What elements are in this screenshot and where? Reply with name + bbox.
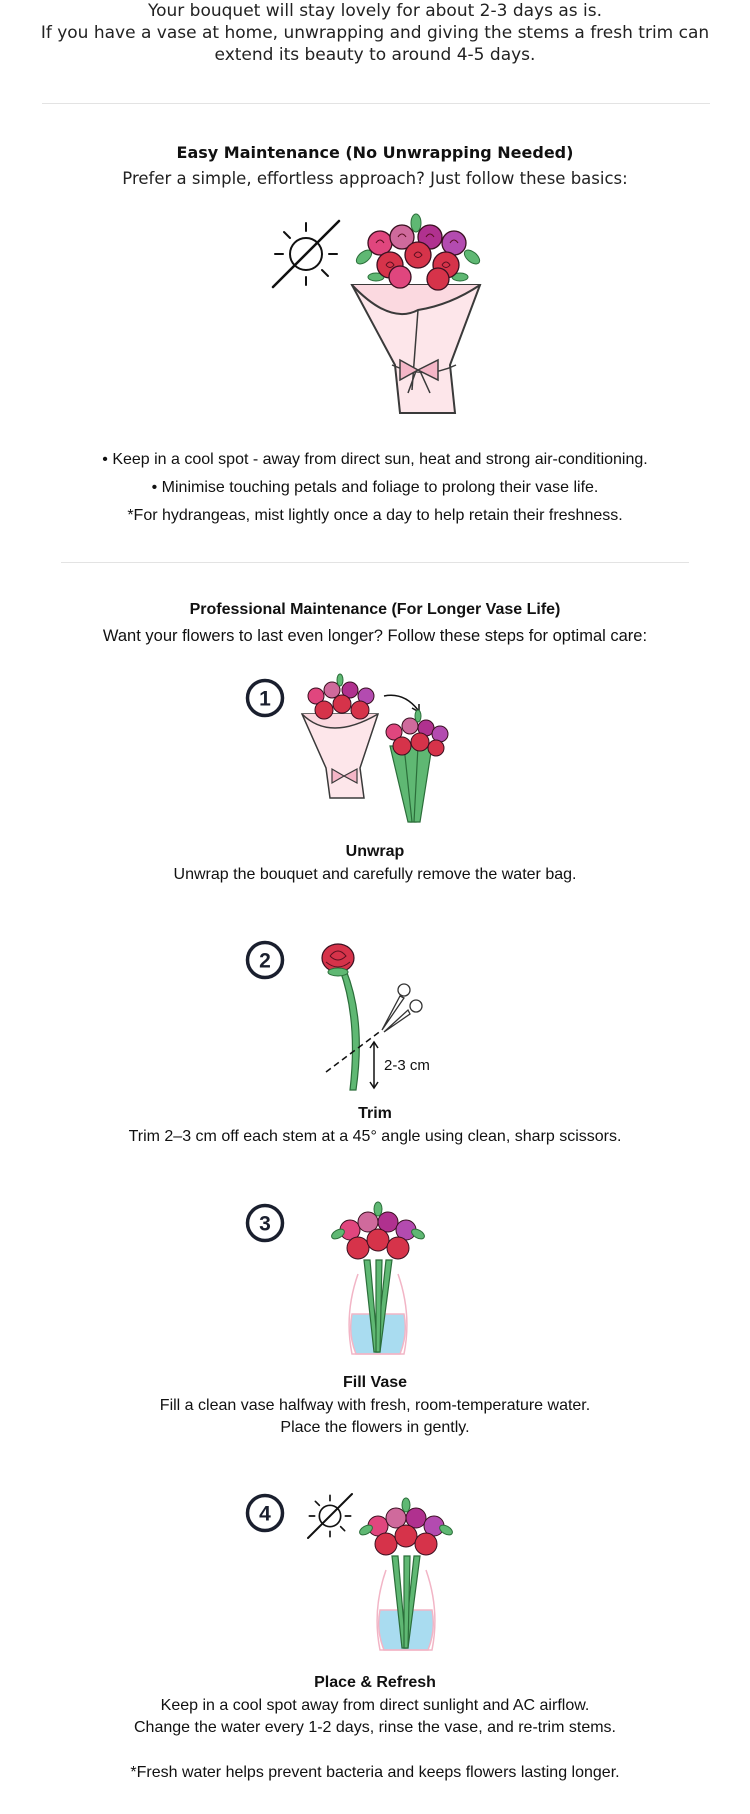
unwrap-illustration <box>300 676 460 828</box>
step-4-number-icon <box>245 1493 285 1533</box>
step-2-description <box>0 1126 750 1148</box>
no-sun-icon <box>306 1492 354 1540</box>
intro-line-3: extend its beauty to around 4-5 days. <box>214 45 536 65</box>
step-4-description <box>0 1695 750 1739</box>
intro-line-1: Your bouquet will stay lovely for about 2-3 days as is. <box>147 1 603 21</box>
step-4-name: Place & Refresh <box>314 1674 436 1691</box>
trim-stem-illustration <box>320 940 450 1092</box>
step-3-number-icon <box>245 1203 285 1243</box>
step-description-line: Change the water every 1-2 days, rinse the vase, and re-trim stems. <box>134 1719 616 1736</box>
no-sun-icon <box>270 218 342 290</box>
step-description-line: Fill a clean vase halfway with fresh, room-temperature water. <box>159 1397 591 1414</box>
step-description-line: Place the flowers in gently. <box>280 1419 470 1436</box>
step-description-line: Keep in a cool spot away from direct sunlight and AC airflow. <box>160 1697 590 1714</box>
intro-text <box>0 0 750 66</box>
easy-maintenance-subtitle: Prefer a simple, effortless approach? Just follow these basics: <box>122 169 628 188</box>
step-3-description <box>0 1395 750 1439</box>
step-2-name: Trim <box>358 1105 392 1122</box>
bullet-item: • Minimise touching petals and foliage to prolong their vase life. <box>151 479 599 496</box>
easy-maintenance-title: Easy Maintenance (No Unwrapping Needed) <box>176 143 574 162</box>
step-1-description <box>0 864 750 886</box>
professional-maintenance-title: Professional Maintenance (For Longer Vase Life) <box>189 601 561 618</box>
step-number: 3 <box>259 1212 271 1236</box>
wrapped-bouquet-illustration <box>350 215 485 420</box>
bullet-item: • Keep in a cool spot - away from direct sun, heat and strong air-conditioning. <box>102 451 648 468</box>
vase-with-flowers-illustration <box>330 1204 426 1358</box>
easy-bullet-list <box>0 446 750 530</box>
trim-measure-label: 2-3 cm <box>384 1057 430 1074</box>
professional-maintenance-subtitle: Want your flowers to last even longer? Follow these steps for optimal care: <box>102 627 648 645</box>
step-1-name: Unwrap <box>345 843 405 860</box>
intro-line-2: If you have a vase at home, unwrapping and giving the stems a fresh trim can <box>40 23 710 43</box>
vase-with-flowers-illustration <box>358 1500 454 1654</box>
bullet-item: *For hydrangeas, mist lightly once a day to help retain their freshness. <box>127 507 623 524</box>
step-1-number-icon <box>245 678 285 718</box>
footnote: *Fresh water helps prevent bacteria and keeps flowers lasting longer. <box>130 1764 620 1781</box>
divider <box>61 562 689 563</box>
step-2-number-icon <box>245 940 285 980</box>
step-number: 1 <box>259 687 271 711</box>
step-3-name: Fill Vase <box>342 1374 408 1391</box>
step-description-line: Trim 2–3 cm off each stem at a 45° angle using clean, sharp scissors. <box>128 1128 622 1145</box>
divider <box>42 103 710 104</box>
step-number: 4 <box>259 1502 271 1526</box>
step-number: 2 <box>259 949 271 973</box>
step-description-line: Unwrap the bouquet and carefully remove the water bag. <box>173 866 577 883</box>
